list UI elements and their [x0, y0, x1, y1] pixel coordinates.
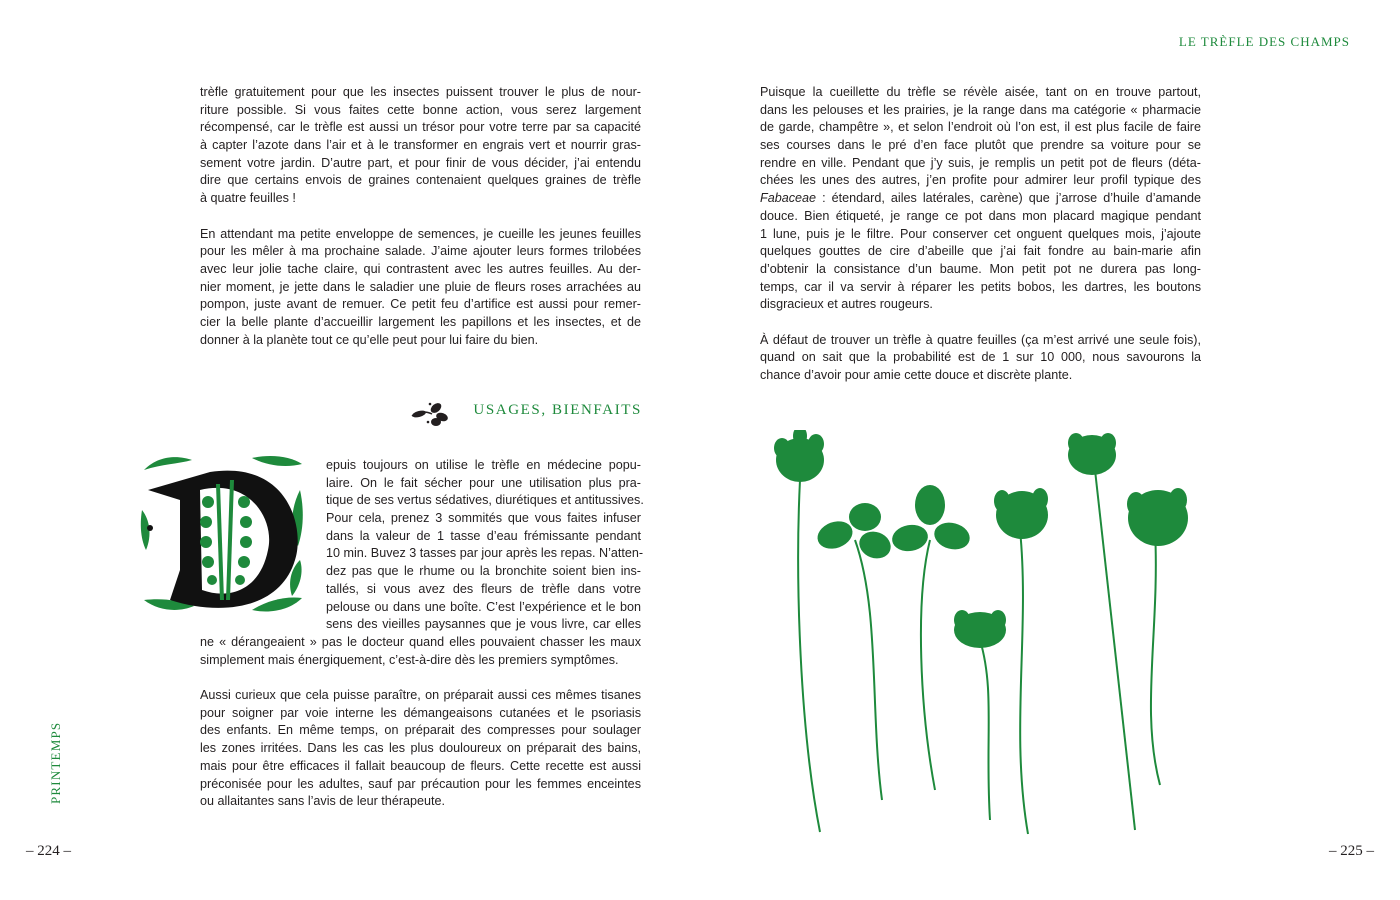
text-line: dez pas que le rhume ou la bronchite soient bien ins- [326, 564, 641, 579]
right-text-block [760, 84, 1201, 385]
text-line: pompon, juste avant de remuer. Ce petit feu d’artifice est aussi pour remer- [200, 297, 641, 312]
section-label-vertical: PRINTEMPS [48, 721, 63, 804]
paragraph-continued [760, 208, 1201, 314]
text-line: chées les unes des autres, j’en profite pour admirer leur profil typique des [760, 173, 1201, 188]
text-line: disgracieux et autres rougeurs. [760, 297, 933, 312]
section-heading [410, 400, 642, 426]
paragraph [200, 226, 641, 350]
text-line: à quatre feuilles ! [200, 191, 296, 206]
left-text-block-2 [200, 634, 641, 811]
section-title: USAGES, BIENFAITS [473, 402, 642, 418]
clover-illustration [760, 430, 1200, 840]
text-line: simplement mais énergiquement, c’est-à-dire dès les premiers symptômes. [200, 652, 619, 667]
text-line: tique de ses vertus sédatives, diurétiques et antitussives. [326, 493, 644, 508]
text-line: dans les pelouses et les prairies, je la range dans ma catégorie « pharmacie [760, 102, 1201, 117]
text-line: de garde, champêtre », et selon l’endroit où l’on est, il est plus facile de faire [760, 120, 1201, 135]
running-head: LE TRÈFLE DES CHAMPS [1178, 34, 1350, 49]
text-line: rendre en ville. Pendant que j’y suis, je remplis un petit pot de fleurs (déta- [760, 155, 1201, 170]
text-line: mais pour être efficaces il fallait beaucoup de fleurs. Cette recette est aussi [200, 758, 641, 773]
text-line: chance d’avoir pour amie cette douce et discrète plante. [760, 368, 1073, 382]
text-line: ou allaitantes sans l’avis de leur thérapeute. [200, 794, 446, 809]
illuminated-drop-cap [140, 450, 306, 616]
text-line: dire que certains envois de graines contenaient quelques graines de trèfle [200, 173, 641, 188]
text-line: Puisque la cueillette du trèfle se révèle aisée, tant on en trouve partout, [760, 85, 1201, 99]
text-line: dans la valeur de 1 tasse d’eau frémissante pendant [326, 528, 641, 543]
text-line: temps, car il va servir à réparer les petits bobos, les dartres, les boutons [760, 279, 1201, 294]
text-line: Pour cela, prenez 3 sommités que vous faites infuser [326, 511, 641, 526]
text-line: sens des vieilles paysannes que je vous livre, car elles [326, 617, 641, 632]
paragraph [200, 84, 641, 208]
text-line: à capter l’azote dans l’air et à le transformer en engrais vert et nourrir gras- [200, 138, 641, 153]
text-line: douce. Bien étiqueté, je range ce pot dans mon placard magique pendant [760, 208, 1201, 223]
text-line: donner à la planète tout ce qu’elle peut pour lui faire du bien. [200, 332, 539, 347]
text-line: avec leur jolie tache claire, qui contrastent avec les autres feuilles. Au der- [200, 261, 641, 276]
page-number-left: – 224 – [26, 843, 71, 859]
text-line: tallés, si vous avez des fleurs de trèfle dans votre [326, 581, 641, 596]
text-line: 1 lune, puis je le filtre. Pour conserver cet onguent quelques mois, j’ajoute [760, 226, 1201, 241]
text-line: ses courses dans le pré d’en face plutôt que prendre sa voiture pour se [760, 138, 1201, 153]
left-text-block [200, 84, 641, 349]
text-line: trèfle gratuitement pour que les insectes puissent trouver le plus de nour- [200, 85, 641, 99]
paragraph-indented-lines [326, 457, 644, 634]
clover-ornament-icon [410, 400, 450, 428]
text-line: epuis toujours on utilise le trèfle en médecine popu- [326, 458, 641, 472]
text-line: quelques gouttes de cire d’abeille que j’ai fait fondre au bain-marie afin [760, 244, 1201, 259]
paragraph-continued [200, 634, 641, 669]
paragraph [760, 332, 1201, 385]
text-line: pour les mêler à ma prochaine salade. J’aime ajouter leurs formes trilobées [200, 244, 641, 259]
text-line: d’obtenir la consistance d’un baume. Mon petit pot ne durera pas long- [760, 261, 1201, 276]
italic-term: Fabaceae [760, 191, 817, 206]
clover-leaves [814, 485, 973, 563]
drop-cap-paragraph [326, 457, 644, 634]
text-line: À défaut de trouver un trèfle à quatre feuilles (ça m’est arrivé une seule fois), [760, 332, 1201, 347]
text-line: ne « dérangeaient » pas le docteur quand elles pouvaient chasser les maux [200, 635, 641, 649]
text-line: Aussi curieux que cela puisse paraître, on préparait aussi ces mêmes tisanes [200, 688, 641, 703]
text-line: En attendant ma petite enveloppe de semences, je cueille les jeunes feuilles [200, 226, 641, 241]
text-line: préconisée pour les adultes, sauf par précaution pour les femmes enceintes [200, 776, 641, 791]
text-line: sement votre jardin. D’autre part, et pour finir de vous décider, j’ai entendu [200, 155, 641, 170]
text-line: 10 min. Buvez 3 tasses par jour après les repas. N’atten- [326, 546, 644, 561]
text-line: les zones irritées. Dans les cas les plus douloureux on préparait des bains, [200, 741, 641, 756]
text-line: récompensé, car le trèfle est aussi un trésor pour votre terre par sa capacité [200, 120, 641, 135]
text-line: cier la belle plante d’accueillir largement les papillons et les insectes, et de [200, 314, 641, 329]
text-line: Fabaceae : étendard, ailes latérales, carène) que j’arrose d’huile d’amande [760, 191, 1201, 206]
text-line: des enfants. En même temps, on préparait des compresses pour soulager [200, 723, 641, 738]
text-line: pour soigner par voie interne les démangeaisons cutanées et le psoriasis [200, 705, 641, 720]
text-line: riture possible. Si vous faites cette bonne action, vous serez largement [200, 102, 641, 117]
page-number-right: – 225 – [1329, 843, 1374, 859]
paragraph [760, 84, 1201, 190]
text-line: laire. On le fait sécher pour une utilisation plus pra- [326, 475, 641, 490]
text-line: quand on sait que la probabilité est de 1 sur 10 000, nous savourons la [760, 350, 1201, 365]
text-line: pelouse ou dans une boîte. C’est l’expérience et le bon [326, 599, 641, 614]
text-line: nier moment, je jette dans le saladier une pluie de fleurs roses arrachées au [200, 279, 641, 294]
paragraph [200, 687, 641, 811]
